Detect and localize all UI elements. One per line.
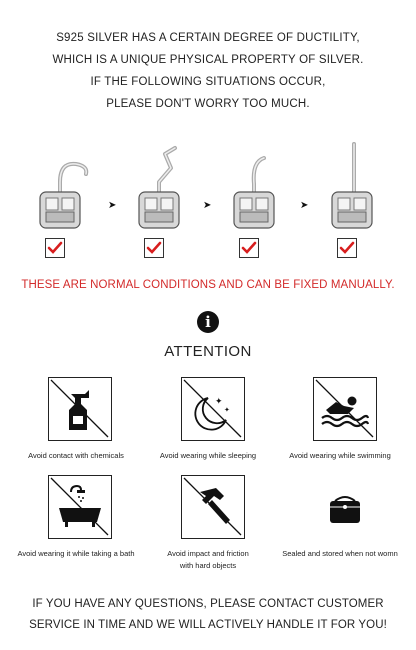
- moon-stars-icon: [182, 378, 243, 439]
- warning-caption: Avoid wearing it while taking a bath: [17, 549, 135, 558]
- checkbox-checked: [144, 238, 164, 258]
- storage-tile: [313, 475, 377, 539]
- stud-illustrations: [0, 142, 416, 267]
- spray-bottle-icon: [49, 378, 110, 439]
- swimmer-icon: [314, 378, 375, 439]
- warning-caption-line: Avoid impact and friction: [167, 549, 249, 558]
- checkbox-checked: [45, 238, 65, 258]
- checkbox-checked: [337, 238, 357, 258]
- contact-line: SERVICE IN TIME AND WE WILL ACTIVELY HANDLE IT FOR YOU!: [29, 619, 387, 631]
- warning-caption: Sealed and stored when not womn: [282, 549, 398, 558]
- normal-conditions-notice: THESE ARE NORMAL CONDITIONS AND CAN BE FIXED MANUALLY.: [21, 279, 395, 291]
- jewelry-box-icon: [313, 475, 377, 539]
- warning-tile-swimming: [313, 377, 377, 441]
- intro-line: S925 SILVER HAS A CERTAIN DEGREE OF DUCTILITY,: [56, 32, 360, 44]
- bathtub-icon: [49, 476, 110, 537]
- stud-kinked-illustration: [125, 142, 195, 237]
- contact-line: IF YOU HAVE ANY QUESTIONS, PLEASE CONTACT CUSTOMER: [32, 598, 384, 610]
- stud-straight: [318, 142, 388, 267]
- attention-heading: ATTENTION: [164, 343, 252, 360]
- svg-text:✦: ✦: [215, 397, 223, 407]
- stud-straight-illustration: [318, 142, 388, 237]
- intro-text: [0, 27, 416, 115]
- stud-curved: [26, 142, 96, 267]
- arrow-icon: ➤: [300, 200, 309, 211]
- contact-notice: [0, 594, 416, 636]
- warning-tile-chemicals: [48, 377, 112, 441]
- warning-caption: [138, 548, 278, 572]
- stud-bent-illustration: [220, 142, 290, 237]
- stud-bent: [220, 142, 290, 267]
- info-icon: i: [197, 311, 219, 333]
- warning-caption: Avoid wearing while sleeping: [159, 451, 257, 460]
- svg-text:✦: ✦: [224, 406, 230, 414]
- warning-tile-sleeping: [181, 377, 245, 441]
- arrow-icon: ➤: [108, 200, 117, 211]
- intro-line: WHICH IS A UNIQUE PHYSICAL PROPERTY OF SILVER.: [52, 54, 364, 66]
- stud-curved-illustration: [26, 142, 96, 237]
- checkbox-checked: [239, 238, 259, 258]
- warning-tile-bath: [48, 475, 112, 539]
- hammer-icon: [182, 476, 243, 537]
- intro-line: IF THE FOLLOWING SITUATIONS OCCUR,: [90, 76, 326, 88]
- intro-line: PLEASE DON'T WORRY TOO MUCH.: [106, 98, 310, 110]
- arrow-icon: ➤: [203, 200, 212, 211]
- stud-kinked: [125, 142, 195, 267]
- warning-caption: Avoid contact with chemicals: [28, 451, 124, 460]
- warning-caption-line: with hard objects: [179, 561, 237, 570]
- warning-caption: Avoid wearing while swimming: [289, 451, 391, 460]
- warning-tile-impact: [181, 475, 245, 539]
